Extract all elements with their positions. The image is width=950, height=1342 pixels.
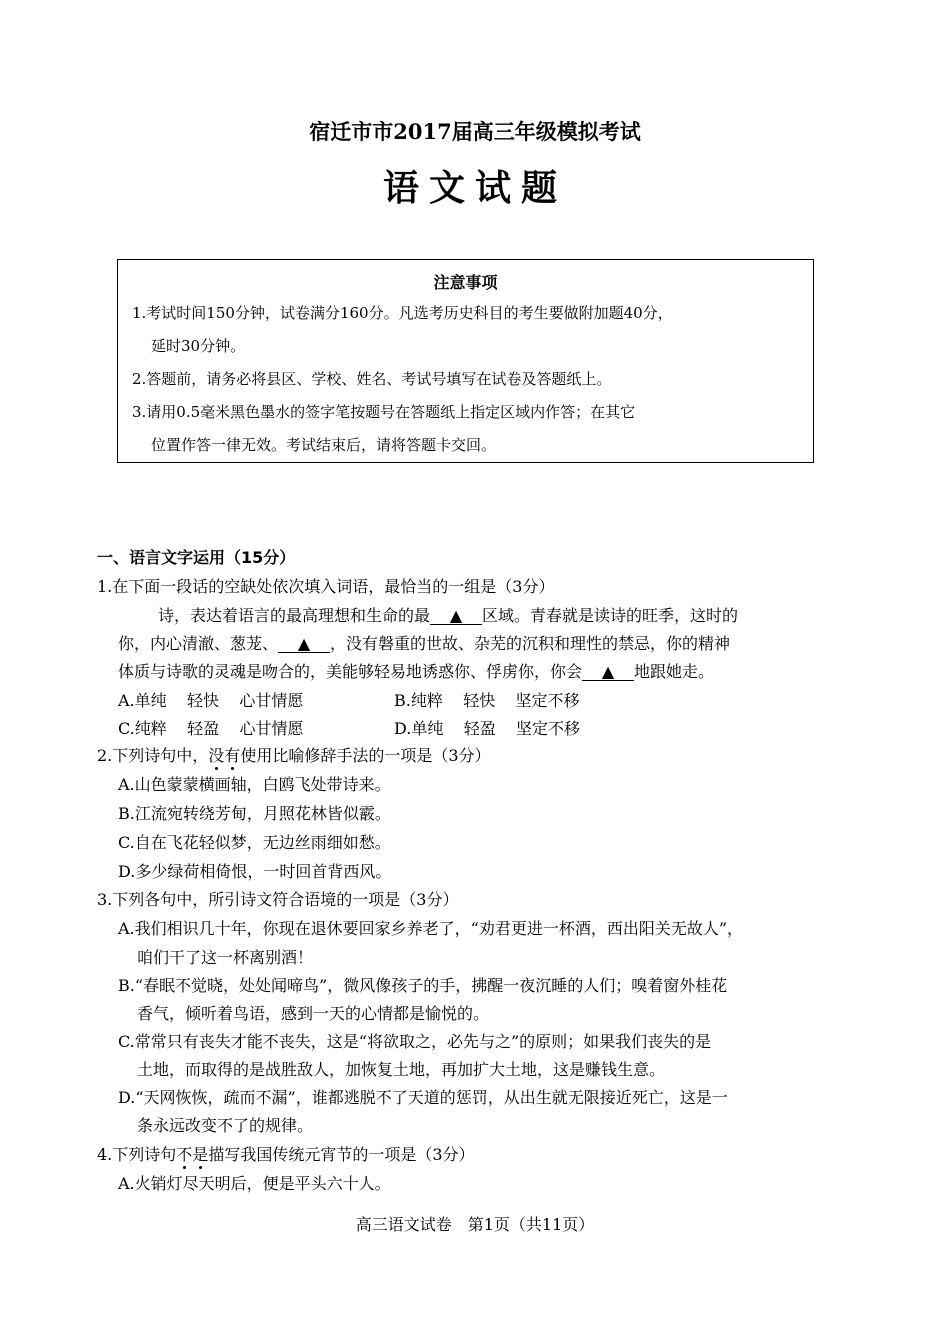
q4-stem [97,1142,475,1165]
notice-line-2: 2.答题前，请务必将县区、学校、姓名、考试号填写在试卷及答题纸上。 [132,370,612,388]
notice-line-1-cont: 延时30分钟。 [151,337,246,355]
page-footer: 高三语文试卷 第1页（共11页） [355,1215,595,1234]
notice-box [117,259,814,463]
q1-option-c: C.纯粹 轻盈 心甘情愿 [118,719,304,738]
notice-line-1: 1.考试时间150分钟，试卷满分160分。凡选考历史科目的考生要做附加题40分， [132,304,673,322]
q2-option-b: B.江流宛转绕芳甸，月照花林皆似霰。 [118,804,391,823]
q2-option-a: A.山色蒙蒙横画轴，白鸥飞处带诗来。 [118,775,391,794]
q2-option-c: C.自在飞花轻似梦，无边丝雨细如愁。 [118,833,391,852]
q1-option-b: B.纯粹 轻快 坚定不移 [394,691,580,710]
q1-option-a: A.单纯 轻快 心甘情愿 [118,691,304,710]
q1-stem: 1.在下面一段话的空缺处依次填入词语，最恰当的一组是（3分） [97,577,555,596]
q1-paragraph-line-3 [118,659,714,682]
q1-paragraph-line-1 [158,603,738,626]
q1-blank-3: ▲ [582,664,634,681]
q2-stem-text: 2.下列诗句中， [97,746,209,765]
q1-blank-1: ▲ [430,608,482,625]
q3-option-d: D.“天网恢恢，疏而不漏”，谁都逃脱不了天道的惩罚，从出生就无限接近死亡，这是一 [118,1088,728,1107]
exam-title: 宿迁市市2017届高三年级模拟考试 [309,119,641,144]
q1-paragraph-line-2 [118,631,730,654]
notice-line-3-cont: 位置作答一律无效。考试结束后，请将答题卡交回。 [151,436,497,454]
q1-text: ，没有磐重的世故、杂芜的沉积和理性的禁忌，你的精神 [330,634,731,653]
q4-option-a: A.火销灯尽天明后，便是平头六十人。 [118,1174,391,1193]
notice-heading: 注意事项 [433,273,498,292]
q3-option-b-cont: 香气，倾听着鸟语，感到一天的心情都是愉悦的。 [137,1004,490,1023]
section-heading: 一、语言文字运用（15分） [97,548,296,567]
q1-text: 诗，表达着语言的最高理想和生命的最 [158,606,431,625]
notice-line-3: 3.请用0.5毫米黑色墨水的签字笔按题号在答题纸上指定区域内作答；在其它 [132,403,636,421]
q1-option-d: D.单纯 轻盈 坚定不移 [394,719,581,738]
subject-title: 语文试题 [382,167,567,209]
q2-emphasis-char: 有 [224,746,241,765]
q3-option-c-cont: 土地，而取得的是战胜敌人，加恢复土地，再加扩大土地，这是赚钱生意。 [137,1060,666,1079]
q2-stem-text: 使用比喻修辞手法的一项是（3分） [240,746,491,765]
q3-option-a: A.我们相识几十年，你现在退休要回家乡养老了，“劝君更进一杯酒，西出阳关无故人”， [118,919,744,938]
q1-text: 体质与诗歌的灵魂是吻合的，美能够轻易地诱惑你、俘虏你，你会 [118,662,583,681]
q3-option-a-cont: 咱们干了这一杯离别酒！ [137,948,314,967]
q4-emphasis-char: 是 [192,1145,209,1164]
q4-emphasis-char: 不 [176,1145,193,1164]
q3-stem: 3.下列各句中，所引诗文符合语境的一项是（3分） [97,890,459,909]
q4-stem-text: 描写我国传统元宵节的一项是（3分） [208,1145,475,1164]
q3-option-d-cont: 条永远改变不了的规律。 [137,1116,314,1135]
q2-option-d: D.多少绿荷相倚恨，一时回首背西风。 [118,862,392,881]
q1-text: 你，内心清澈、葱茏、 [118,634,279,653]
q1-text: 地跟她走。 [634,662,715,681]
q2-stem [97,743,491,766]
q3-option-b: B.“春眠不觉晓，处处闻啼鸟”，微风像孩子的手，拂醒一夜沉睡的人们；嗅着窗外桂花 [118,976,728,995]
q4-stem-text: 4.下列诗句 [97,1145,177,1164]
q2-emphasis-char: 没 [208,746,225,765]
q3-option-c: C.常常只有丧失才能不丧失，这是“将欲取之，必先与之”的原则；如果我们丧失的是 [118,1032,712,1051]
q1-text: 区域。青春就是读诗的旺季，这时的 [482,606,739,625]
q1-blank-2: ▲ [278,636,330,653]
